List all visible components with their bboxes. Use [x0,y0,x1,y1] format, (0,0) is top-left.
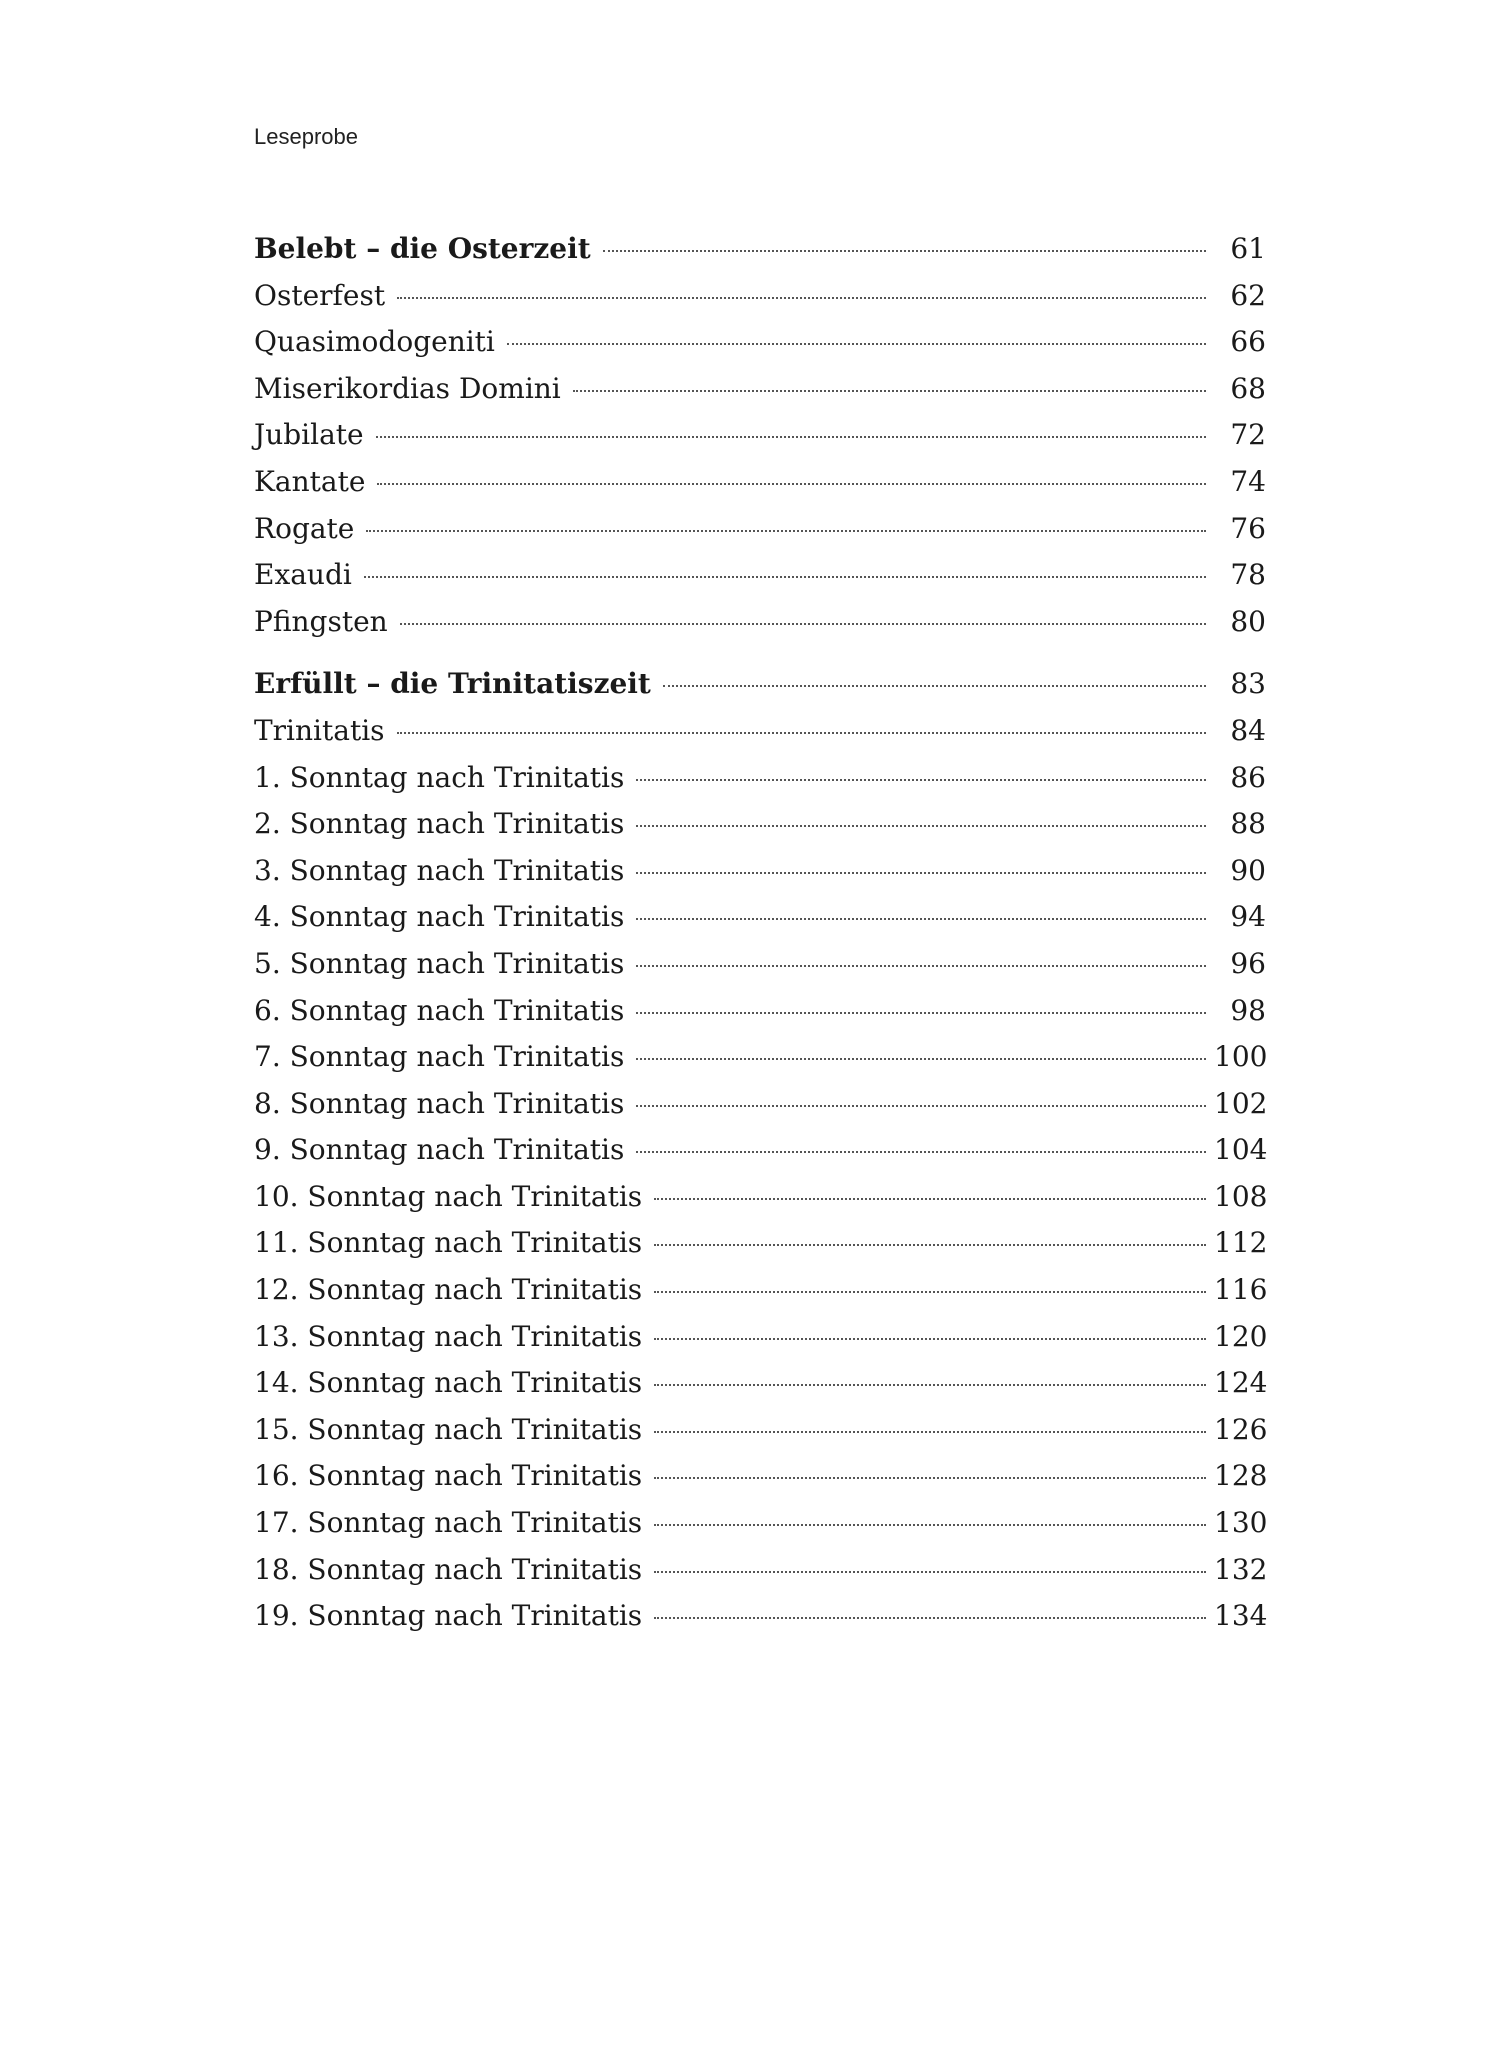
toc-entry-row [254,412,1266,459]
dot-leader [654,1431,1206,1433]
toc-page-number: 86 [1230,760,1266,794]
toc-page-number: 68 [1230,371,1266,405]
dot-leader [636,825,1206,827]
dot-leader [507,343,1206,345]
toc-entry-title: 18. Sonntag nach Trinitatis [254,1552,643,1586]
toc-entry-row [254,894,1266,941]
dot-leader [397,297,1206,299]
dot-leader [400,623,1206,625]
toc-entry-title: Miserikordias Domini [254,371,561,405]
dot-leader [636,1012,1206,1014]
toc-entry-row [254,755,1266,802]
dot-leader [654,1477,1206,1479]
toc-page-number: 132 [1214,1552,1268,1586]
toc-page-number: 126 [1214,1412,1268,1446]
toc-page-number: 72 [1230,418,1266,452]
toc-page-number: 76 [1230,511,1266,545]
toc-page-number: 102 [1214,1086,1268,1120]
toc-entry-row [254,319,1266,366]
toc-page-number: 108 [1214,1179,1268,1213]
toc-entry-title: Quasimodogeniti [254,325,495,359]
toc-entry-title: 8. Sonntag nach Trinitatis [254,1086,625,1120]
toc-entry-row [254,848,1266,895]
toc-entry-row [254,1314,1266,1361]
toc-page-number: 116 [1214,1273,1268,1307]
toc-page-number: 130 [1214,1506,1268,1540]
toc-entry-row [254,1500,1266,1547]
toc-page-number: 124 [1214,1366,1268,1400]
toc-entry-row [254,506,1266,553]
dot-leader [377,483,1206,485]
toc-page-number: 96 [1230,946,1266,980]
toc-entry-title: 2. Sonntag nach Trinitatis [254,807,625,841]
toc-entry-row [254,1407,1266,1454]
toc-entry-row [254,801,1266,848]
toc-entry-title: Exaudi [254,558,352,592]
toc-entry-row [254,366,1266,413]
toc-entry-title: Kantate [254,464,366,498]
toc-entry-title: Osterfest [254,278,386,312]
toc-entry-title: 19. Sonntag nach Trinitatis [254,1599,643,1633]
dot-leader [654,1524,1206,1526]
toc-page-number: 84 [1230,713,1266,747]
toc-entry-row [254,1267,1266,1314]
toc-entry-title: 14. Sonntag nach Trinitatis [254,1366,643,1400]
toc-page-number: 100 [1214,1040,1268,1074]
toc-entry-row [254,552,1266,599]
toc-entry-title: 7. Sonntag nach Trinitatis [254,1040,625,1074]
toc-entry-title: 1. Sonntag nach Trinitatis [254,760,625,794]
toc-entry-row [254,1127,1266,1174]
toc-entry-row [254,1034,1266,1081]
dot-leader [654,1617,1206,1619]
toc-entry-row [254,1174,1266,1221]
dot-leader [397,732,1206,734]
dot-leader [636,872,1206,874]
dot-leader [603,250,1206,252]
toc-page-number: 61 [1230,232,1266,265]
dot-leader [654,1198,1206,1200]
toc-page-number: 104 [1214,1133,1268,1167]
toc-page-number: 80 [1230,604,1266,638]
toc-page-number: 98 [1230,993,1266,1027]
toc-entry-row [254,273,1266,320]
toc-page-number: 88 [1230,807,1266,841]
dot-leader [663,685,1206,687]
toc-entry-row [254,1220,1266,1267]
dot-leader [376,436,1206,438]
dot-leader [573,390,1206,392]
toc-entry-row [254,1081,1266,1128]
toc-entry-title: 16. Sonntag nach Trinitatis [254,1459,643,1493]
toc-entry-row [254,988,1266,1035]
dot-leader [366,530,1206,532]
toc-entry-row [254,1593,1266,1640]
dot-leader [636,779,1206,781]
toc-entry-title: 6. Sonntag nach Trinitatis [254,993,625,1027]
dot-leader [654,1571,1206,1573]
toc-entry-title: 12. Sonntag nach Trinitatis [254,1273,643,1307]
toc-page-number: 134 [1214,1599,1268,1633]
toc-entry-title: Jubilate [254,418,364,452]
page-header: Leseprobe [254,124,358,149]
toc-page-number: 120 [1214,1319,1268,1353]
dot-leader [654,1244,1206,1246]
toc-entry-title: 11. Sonntag nach Trinitatis [254,1226,643,1260]
toc-section-title: Erfüllt – die Trinitatiszeit [254,667,651,701]
toc-entry-row [254,1547,1266,1594]
toc-page-number: 112 [1214,1226,1268,1260]
toc-entry-title: Trinitatis [254,713,385,747]
toc-page-number: 83 [1230,667,1266,701]
toc-entry-title: 15. Sonntag nach Trinitatis [254,1412,643,1446]
toc-entry-title: 5. Sonntag nach Trinitatis [254,946,625,980]
dot-leader [636,965,1206,967]
dot-leader [654,1338,1206,1340]
toc-entry-row [254,459,1266,506]
toc-entry-title: 9. Sonntag nach Trinitatis [254,1133,625,1167]
toc-entry-title: 10. Sonntag nach Trinitatis [254,1179,643,1213]
toc-entry-title: Pfingsten [254,604,388,638]
toc-section-title: Belebt – die Osterzeit [254,232,591,265]
toc-page-number: 66 [1230,325,1266,359]
dot-leader [364,576,1206,578]
toc-page-number: 90 [1230,853,1266,887]
toc-entry-row [254,599,1266,646]
toc-page-number: 78 [1230,558,1266,592]
toc-entry-row [254,1360,1266,1407]
table-of-contents [254,226,1266,1640]
dot-leader [654,1291,1206,1293]
toc-entry-row [254,708,1266,755]
toc-entry-row [254,1453,1266,1500]
toc-entry-title: 3. Sonntag nach Trinitatis [254,853,625,887]
toc-page-number: 128 [1214,1459,1268,1493]
toc-page-number: 74 [1230,464,1266,498]
dot-leader [636,1105,1206,1107]
toc-entry-title: 13. Sonntag nach Trinitatis [254,1319,643,1353]
dot-leader [636,1058,1206,1060]
toc-section-row [254,661,1266,708]
dot-leader [636,1151,1206,1153]
toc-entry-title: 17. Sonntag nach Trinitatis [254,1506,643,1540]
toc-page-number: 62 [1230,278,1266,312]
dot-leader [636,918,1206,920]
toc-entry-row [254,941,1266,988]
toc-entry-title: Rogate [254,511,355,545]
toc-entry-title: 4. Sonntag nach Trinitatis [254,900,625,934]
toc-section-row [254,226,1266,273]
toc-page-number: 94 [1230,900,1266,934]
dot-leader [654,1384,1206,1386]
